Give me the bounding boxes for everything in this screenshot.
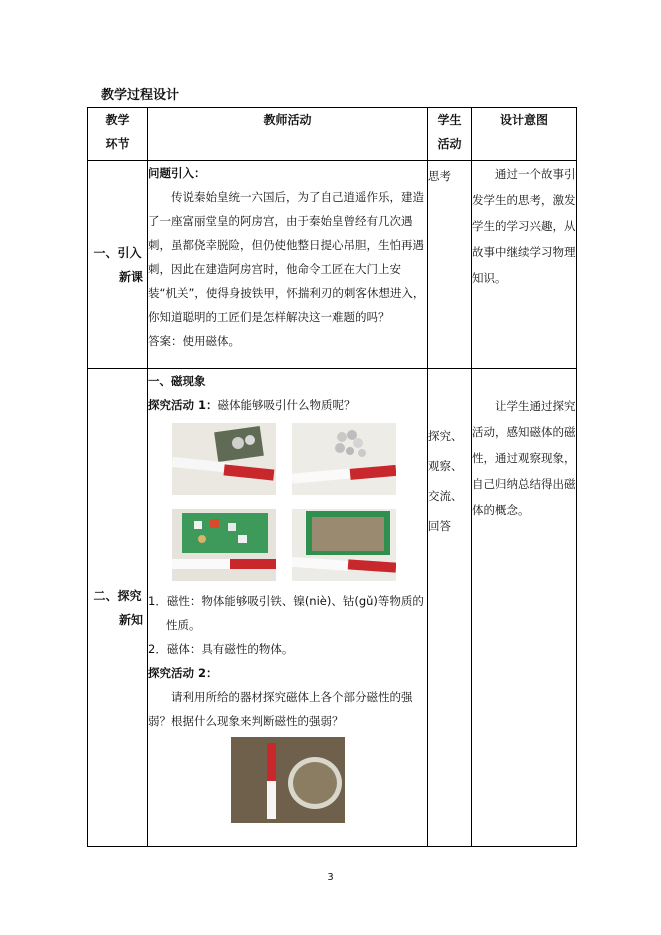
point-magnet: 2．磁体：具有磁性的物体。 xyxy=(148,642,294,656)
design-intent-cell: 让学生通过探究活动，感知磁体的磁性，通过观察现象，自己归纳总结得出磁体的概念。 xyxy=(472,369,577,847)
student-activity-cell: 探究、观察、交流、回答 xyxy=(428,369,472,847)
activity2-label: 探究活动 2： xyxy=(148,666,218,680)
activity1: 探究活动 1：磁体能够吸引什么物质呢？ xyxy=(148,398,356,412)
header-intent: 设计意图 xyxy=(472,108,577,161)
magnet-heading: 一、磁现象 xyxy=(148,374,206,388)
intro-answer: 答案：使用磁体。 xyxy=(148,334,240,348)
section-title: 教学过程设计 xyxy=(101,88,180,103)
activity2-text: 请利用所给的器材探究磁体上各个部分磁性的强弱？根据什么现象来判断磁性的强弱？ xyxy=(148,690,413,728)
table-row xyxy=(88,369,577,847)
intro-story: 传说秦始皇统一六国后，为了自己逍遥作乐，建造了一座富丽堂皇的阿房宫，由于秦始皇曾经有几次遇刺，虽都侥幸脱险，但仍使他整日提心吊胆，生怕再遇刺，因此在建造阿房宫时，他命令工匠在大门上安装“机关”，使得身披铁甲，怀揣利刃的刺客休想进入，你知道聪明的工匠们是怎样解决这一难题的吗？ xyxy=(148,190,425,324)
stage-cell: 一、引入 新课 xyxy=(88,161,148,369)
design-intent-cell: 通过一个故事引发学生的思考，激发学生的学习兴趣，从故事中继续学习物理知识。 xyxy=(472,161,577,369)
teacher-activity-cell xyxy=(148,161,428,369)
photo-magnet-coins xyxy=(292,423,396,495)
table-row xyxy=(88,161,577,369)
stage-cell: 二、探究 新知 xyxy=(88,369,148,847)
experiment-photos xyxy=(172,423,427,581)
table-header-row xyxy=(88,108,577,161)
page-number: 3 xyxy=(327,872,334,883)
header-student: 学生 活动 xyxy=(428,108,472,161)
lesson-plan-table xyxy=(87,107,577,847)
teacher-activity-cell xyxy=(148,369,428,847)
point-magnetism: 1．磁性：物体能够吸引铁、镍(niè)、钴(gǔ)等物质的性质。 xyxy=(148,594,424,632)
photo-magnet-objects-in-tray xyxy=(172,509,276,581)
photo-magnet-and-filings-dish xyxy=(231,737,345,823)
header-teacher: 教师活动 xyxy=(148,108,428,161)
intro-heading: 问题引入： xyxy=(148,166,206,180)
header-stage: 教学 环节 xyxy=(88,108,148,161)
photo-magnet-coins-in-box xyxy=(172,423,276,495)
student-activity-cell: 思考 xyxy=(428,161,472,369)
photo-magnet-iron-filings xyxy=(292,509,396,581)
